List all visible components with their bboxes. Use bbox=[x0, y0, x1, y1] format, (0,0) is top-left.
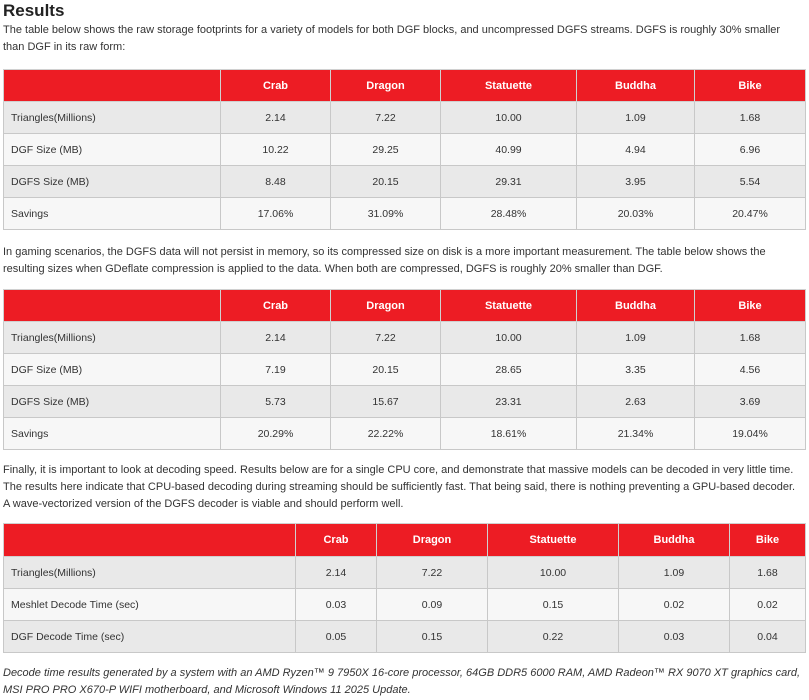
table-cell: 3.35 bbox=[577, 354, 695, 386]
header-cell-dragon: Dragon bbox=[331, 70, 441, 102]
row-label: Savings bbox=[4, 418, 221, 450]
header-cell-bike: Bike bbox=[730, 524, 806, 557]
decoding-paragraph: Finally, it is important to look at decoding speed. Results below are for a single CPU core, and demonstrate that massive models can be decoded in very little time. The results here indicate that CPU-based decoding during streaming should be sufficiently fast. That being said, there is nothing preventing a GPU-based decoder. A wave-vectorized version of the DGFS decoder is viable and should perform well. bbox=[3, 464, 796, 510]
table-cell: 21.34% bbox=[577, 418, 695, 450]
header-cell-buddha: Buddha bbox=[577, 70, 695, 102]
table-row bbox=[4, 354, 806, 386]
row-label: Savings bbox=[4, 198, 221, 230]
table-cell: 1.09 bbox=[577, 322, 695, 354]
table-cell: 0.02 bbox=[730, 589, 806, 621]
table-cell: 28.48% bbox=[441, 198, 577, 230]
table-cell: 20.15 bbox=[331, 166, 441, 198]
table-header-row bbox=[4, 70, 806, 102]
header-cell-dragon: Dragon bbox=[377, 524, 488, 557]
table-row bbox=[4, 621, 806, 653]
header-cell-crab: Crab bbox=[221, 70, 331, 102]
table-cell: 5.54 bbox=[695, 166, 806, 198]
table-cell: 3.69 bbox=[695, 386, 806, 418]
table-cell: 0.09 bbox=[377, 589, 488, 621]
table-cell: 31.09% bbox=[331, 198, 441, 230]
table-cell: 2.63 bbox=[577, 386, 695, 418]
footnote: Decode time results generated by a system with an AMD Ryzen™ 9 7950X 16-core processor, 64GB DDR5 6000 RAM, AMD Radeon™ RX 9070 XT graphics card, MSI PRO PRO X670-P WIFI motherboard, and Microsoft Windows 11 2025 Update. bbox=[3, 667, 801, 696]
table-cell: 23.31 bbox=[441, 386, 577, 418]
header-cell bbox=[4, 70, 221, 102]
table-header-row bbox=[4, 290, 806, 322]
table-cell: 10.00 bbox=[488, 557, 619, 589]
row-label: DGFS Size (MB) bbox=[4, 166, 221, 198]
table-cell: 7.22 bbox=[331, 322, 441, 354]
table-cell: 15.67 bbox=[331, 386, 441, 418]
table-cell: 20.03% bbox=[577, 198, 695, 230]
table-cell: 20.47% bbox=[695, 198, 806, 230]
table-cell: 7.22 bbox=[331, 102, 441, 134]
table-cell: 0.03 bbox=[296, 589, 377, 621]
row-label: Triangles(Millions) bbox=[4, 102, 221, 134]
table-cell: 1.09 bbox=[577, 102, 695, 134]
header-cell-dragon: Dragon bbox=[331, 290, 441, 322]
table-cell: 7.22 bbox=[377, 557, 488, 589]
table-cell: 5.73 bbox=[221, 386, 331, 418]
header-cell bbox=[4, 290, 221, 322]
table-cell: 17.06% bbox=[221, 198, 331, 230]
table-cell: 28.65 bbox=[441, 354, 577, 386]
raw-storage-table bbox=[3, 69, 806, 230]
table-row bbox=[4, 386, 806, 418]
table-row bbox=[4, 589, 806, 621]
table-cell: 0.22 bbox=[488, 621, 619, 653]
header-cell bbox=[4, 524, 296, 557]
table-cell: 2.14 bbox=[296, 557, 377, 589]
table-cell: 6.96 bbox=[695, 134, 806, 166]
table-cell: 40.99 bbox=[441, 134, 577, 166]
table-cell: 0.15 bbox=[488, 589, 619, 621]
table-cell: 8.48 bbox=[221, 166, 331, 198]
table-row bbox=[4, 102, 806, 134]
header-cell-statuette: Statuette bbox=[441, 290, 577, 322]
table-cell: 0.05 bbox=[296, 621, 377, 653]
table-cell: 10.00 bbox=[441, 102, 577, 134]
row-label: DGF Size (MB) bbox=[4, 134, 221, 166]
table-row bbox=[4, 134, 806, 166]
header-cell-crab: Crab bbox=[296, 524, 377, 557]
table-cell: 29.25 bbox=[331, 134, 441, 166]
row-label: DGFS Size (MB) bbox=[4, 386, 221, 418]
header-cell-buddha: Buddha bbox=[577, 290, 695, 322]
table-cell: 20.29% bbox=[221, 418, 331, 450]
table-cell: 2.14 bbox=[221, 322, 331, 354]
row-label: Meshlet Decode Time (sec) bbox=[4, 589, 296, 621]
table-row bbox=[4, 557, 806, 589]
table-row bbox=[4, 322, 806, 354]
results-heading: Results bbox=[3, 1, 65, 20]
table-row bbox=[4, 418, 806, 450]
table-row bbox=[4, 166, 806, 198]
table-cell: 10.22 bbox=[221, 134, 331, 166]
header-cell-bike: Bike bbox=[695, 290, 806, 322]
compression-paragraph: In gaming scenarios, the DGFS data will not persist in memory, so its compressed size on disk is a more important measurement. The table below shows the resulting sizes when GDeflate compression is applied to the data. When both are compressed, DGFS is roughly 20% smaller than DGF. bbox=[3, 246, 766, 275]
table-cell: 0.15 bbox=[377, 621, 488, 653]
table-cell: 1.09 bbox=[619, 557, 730, 589]
row-label: Triangles(Millions) bbox=[4, 322, 221, 354]
table-header-row bbox=[4, 524, 806, 557]
table-cell: 1.68 bbox=[695, 322, 806, 354]
table-cell: 19.04% bbox=[695, 418, 806, 450]
header-cell-buddha: Buddha bbox=[619, 524, 730, 557]
table-cell: 18.61% bbox=[441, 418, 577, 450]
row-label: DGF Size (MB) bbox=[4, 354, 221, 386]
table-cell: 4.56 bbox=[695, 354, 806, 386]
table-cell: 22.22% bbox=[331, 418, 441, 450]
table-cell: 0.02 bbox=[619, 589, 730, 621]
table-cell: 1.68 bbox=[730, 557, 806, 589]
table-cell: 20.15 bbox=[331, 354, 441, 386]
table-cell: 0.04 bbox=[730, 621, 806, 653]
table-cell: 7.19 bbox=[221, 354, 331, 386]
table-cell: 29.31 bbox=[441, 166, 577, 198]
table-cell: 0.03 bbox=[619, 621, 730, 653]
table-cell: 2.14 bbox=[221, 102, 331, 134]
table-cell: 1.68 bbox=[695, 102, 806, 134]
table-cell: 3.95 bbox=[577, 166, 695, 198]
header-cell-crab: Crab bbox=[221, 290, 331, 322]
header-cell-statuette: Statuette bbox=[441, 70, 577, 102]
header-cell-statuette: Statuette bbox=[488, 524, 619, 557]
compressed-storage-table bbox=[3, 289, 806, 450]
row-label: Triangles(Millions) bbox=[4, 557, 296, 589]
header-cell-bike: Bike bbox=[695, 70, 806, 102]
table-row bbox=[4, 198, 806, 230]
intro-paragraph: The table below shows the raw storage footprints for a variety of models for both DGF blocks, and uncompressed DGFS streams. DGFS is roughly 30% smaller than DGF in its raw form: bbox=[3, 24, 781, 53]
table-cell: 10.00 bbox=[441, 322, 577, 354]
row-label: DGF Decode Time (sec) bbox=[4, 621, 296, 653]
table-cell: 4.94 bbox=[577, 134, 695, 166]
decode-time-table bbox=[3, 523, 806, 653]
